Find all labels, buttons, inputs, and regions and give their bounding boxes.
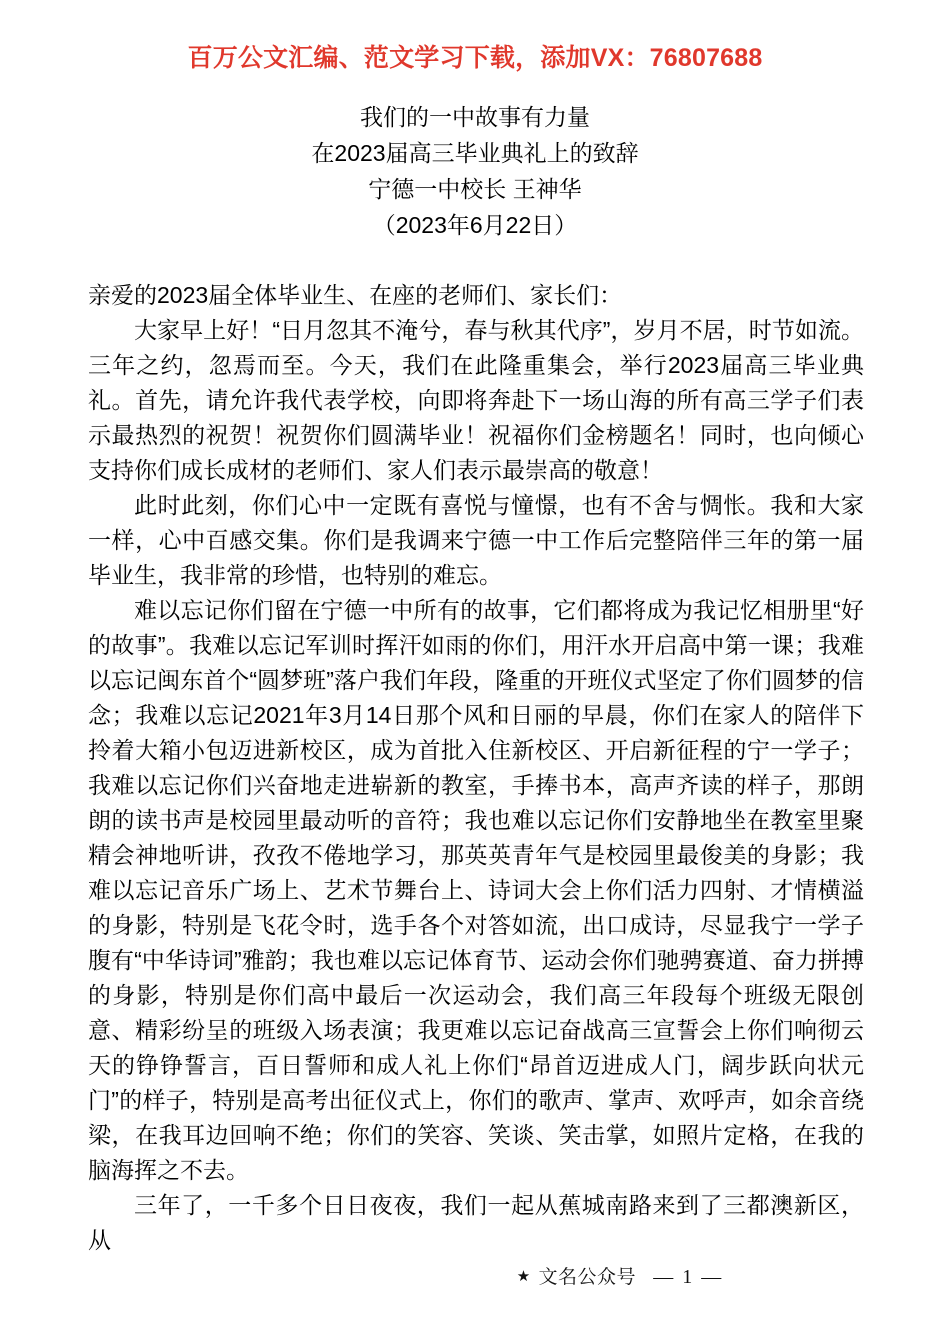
body-paragraph: 大家早上好！“日月忽其不淹兮，春与秋其代序”，岁月不居，时节如流。三年之约，忽焉而至。今天，我们在此隆重集会，举行2023届高三毕业典礼。首先，请允许我代表学校，向即将奔赴下一场山海的所有高三学子们表示最热烈的祝贺！祝贺你们圆满毕业！祝福你们金榜题名！同时，也向倾心支持你们成长成材的老师们、家人们表示最崇高的敬意！ xyxy=(88,317,864,483)
title-line-date: （2023年6月22日） xyxy=(372,212,578,238)
body-paragraph: 三年了，一千多个日日夜夜，我们一起从蕉城南路来到了三都澳新区，从 xyxy=(88,1192,864,1253)
body-paragraph: 难以忘记你们留在宁德一中所有的故事，它们都将成为我记忆相册里“好的故事”。我难以忘记军训时挥汗如雨的你们，用汗水开启高中第一课；我难以忘记闽东首个“圆梦班”落户我们年段，隆重的开班仪式坚定了你们圆梦的信念；我难以忘记2021年3月14日那个风和日丽的早晨，你们在家人的陪伴下拎着大箱小包迈进新校区，成为首批入住新校区、开启新征程的宁一学子；我难以忘记你们兴奋地走进崭新的教室，手捧书本，高声齐读的样子，那朗朗的读书声是校园里最动听的音符；我也难以忘记你们安静地坐在教室里聚精会神地听讲，孜孜不倦地学习，那英英青年气是校园里最俊美的身影；我难以忘记音乐广场上、艺术节舞台上、诗词大会上你们活力四射、才情横溢的身影，特别是飞花令时，选手各个对答如流，出口成诗，尽显我宁一学子腹有“中华诗词”雅韵；我也难以忘记体育节、运动会你们驰骋赛道、奋力拼搏的身影，特别是你们高中最后一次运动会，我们高三年段每个班级无限创意、精彩纷呈的班级入场表演；我更难以忘记奋战高三宣誓会上你们响彻云天的铮铮誓言，百日誓师和成人礼上你们“昂首迈进成人门，阔步跃向状元门”的样子，特别是高考出征仪式上，你们的歌声、掌声、欢呼声，如余音绕梁，在我耳边回响不绝；你们的笑容、笑谈、笑击掌，如照片定格，在我的脑海挥之不去。 xyxy=(88,597,864,1183)
body-paragraph: 此时此刻，你们心中一定既有喜悦与憧憬，也有不舍与惆怅。我和大家一样，心中百感交集。你们是我调来宁德一中工作后完整陪伴三年的第一届毕业生，我非常的珍惜，也特别的难忘。 xyxy=(88,492,864,588)
promo-banner-text: 百万公文汇编、范文学习下载，添加VX：76807688 xyxy=(187,44,763,72)
page-number: — 1 — xyxy=(653,1266,724,1288)
title-line-main: 我们的一中故事有力量 xyxy=(360,104,590,130)
title-line-author: 宁德一中校长 王神华 xyxy=(368,176,582,202)
footer-brand-label: 文名公众号 xyxy=(538,1267,636,1288)
title-line-subtitle: 在2023届高三毕业典礼上的致辞 xyxy=(311,140,639,166)
page-footer xyxy=(0,1264,950,1291)
salutation: 亲爱的2023届全体毕业生、在座的老师们、家长们： xyxy=(88,282,623,308)
footer-inner xyxy=(517,1264,724,1291)
star-icon: ★ xyxy=(516,1268,531,1285)
promo-banner xyxy=(0,42,950,74)
document-body xyxy=(88,278,864,1258)
document-title-block xyxy=(0,99,950,243)
